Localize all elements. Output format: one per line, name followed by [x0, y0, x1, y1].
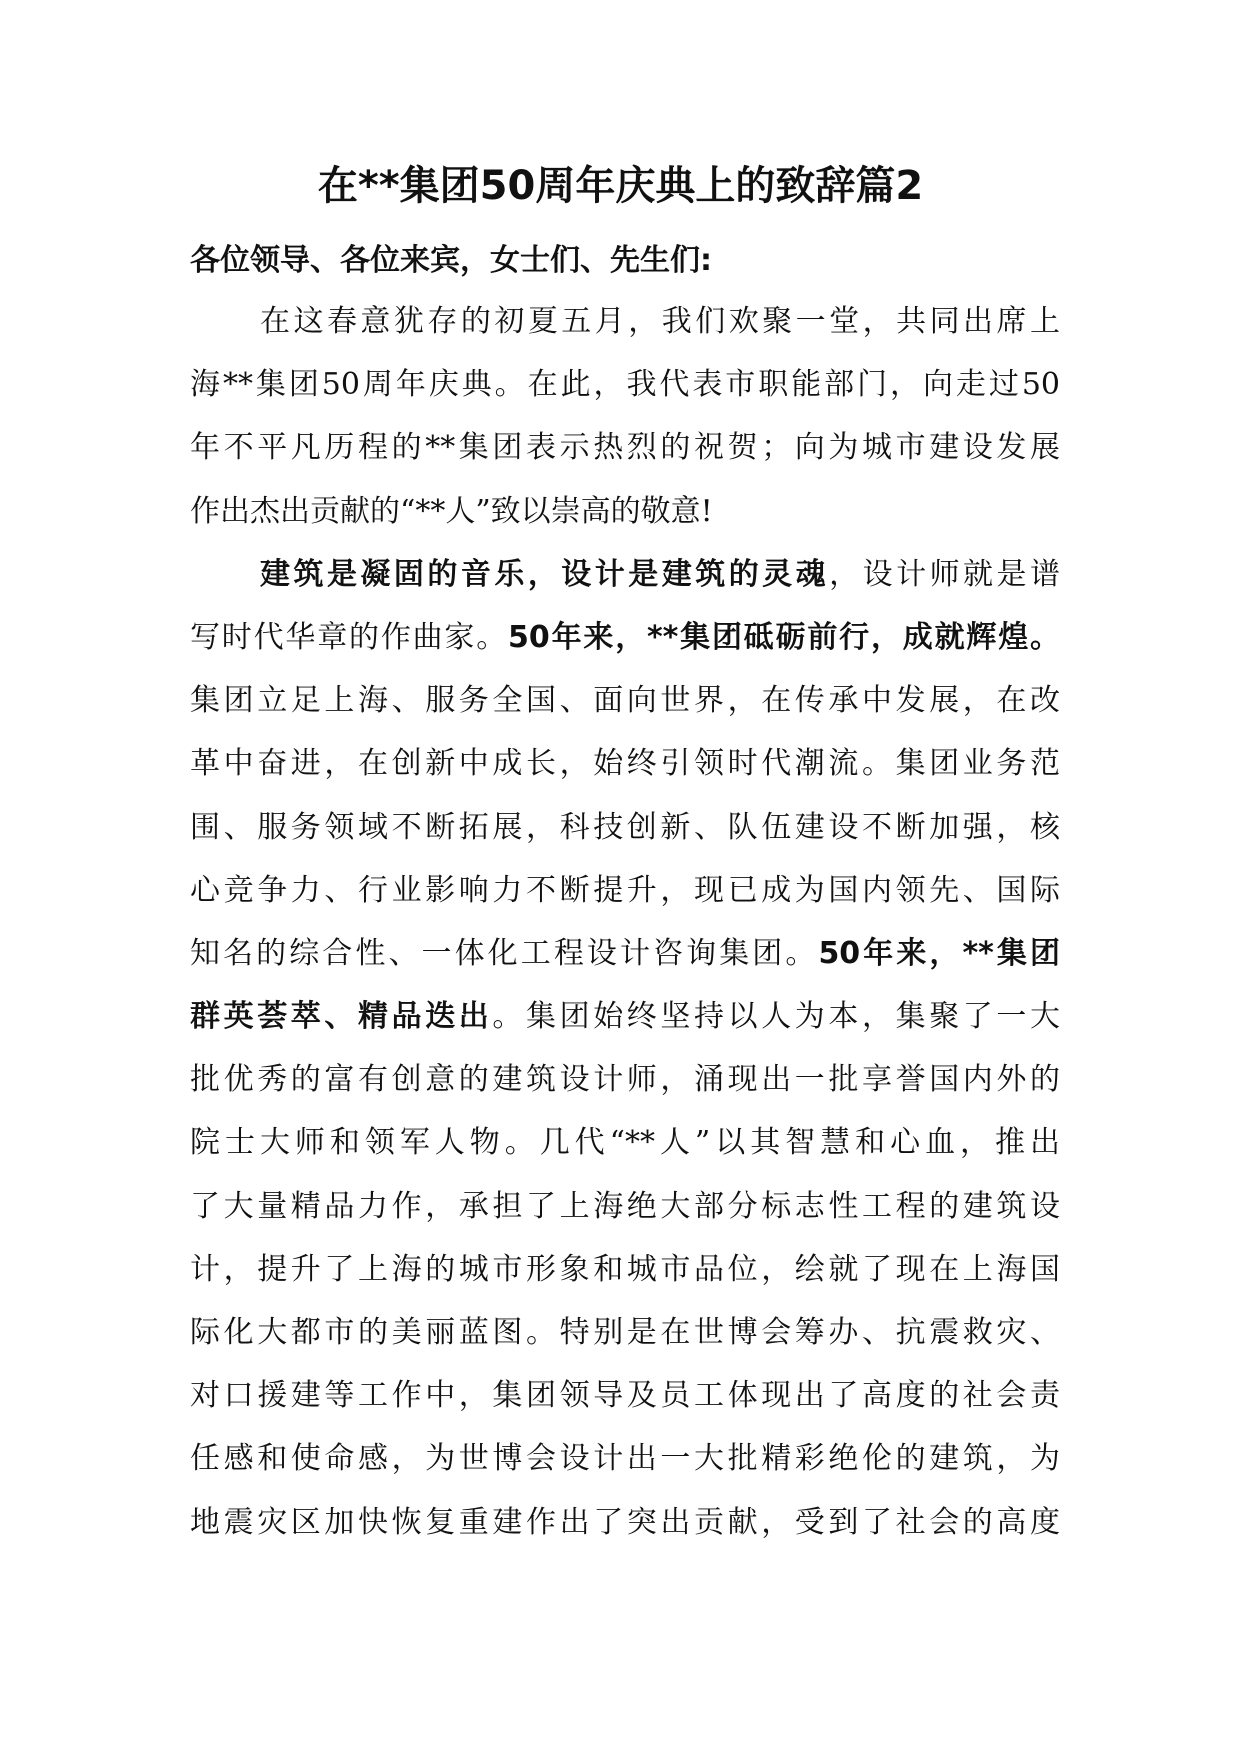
bold-text: 建筑是凝固的音乐，设计是建筑的灵魂: [260, 556, 830, 592]
text-line: 计，提升了上海的城市形象和城市品位，绘就了现在上海国: [190, 1251, 1060, 1287]
text-line: 写时代华章的作曲家。50年来，**集团砥砺前行，成就辉煌。: [190, 619, 1061, 655]
text-line: 建筑是凝固的音乐，设计是建筑的灵魂，设计师就是谱: [260, 556, 1061, 592]
text-line: 地震灾区加快恢复重建作出了突出贡献，受到了社会的高度: [190, 1504, 1060, 1540]
text-line: 批优秀的富有创意的建筑设计师，涌现出一批享誉国内外的: [190, 1062, 1060, 1098]
salutation: 各位领导、各位来宾，女士们、先生们:: [190, 243, 712, 278]
text-line: 年不平凡历程的**集团表示热烈的祝贺；向为城市建设发展: [190, 430, 1060, 466]
text-line: 在这春意犹存的初夏五月，我们欢聚一堂，共同出席上: [260, 304, 1060, 339]
text-line: 群英荟萃、精品迭出。集团始终坚持以人为本，集聚了一大: [190, 999, 1061, 1035]
bold-text: 群英荟萃、精品迭出: [190, 999, 493, 1035]
text-line: 际化大都市的美丽蓝图。特别是在世博会筹办、抗震救灾、: [190, 1315, 1060, 1350]
bold-text: 50年来，**集团: [818, 935, 1061, 971]
text-line: 围、服务领域不断拓展，科技创新、队伍建设不断加强，核: [190, 809, 1060, 845]
text-line: 作出杰出贡献的“**人”致以崇高的敬意!: [190, 493, 713, 529]
bold-text: 50年来，**集团砥砺前行，成就辉煌。: [508, 619, 1061, 655]
text-line: 了大量精品力作，承担了上海绝大部分标志性工程的建筑设: [190, 1188, 1060, 1224]
text-line: 知名的综合性、一体化工程设计咨询集团。50年来，**集团: [190, 935, 1061, 971]
text-line: 对口援建等工作中，集团领导及员工体现出了高度的社会责: [190, 1378, 1060, 1414]
document-title: 在**集团50周年庆典上的致辞篇2: [317, 163, 924, 209]
text-line: 海**集团50周年庆典。在此，我代表市职能部门，向走过50: [190, 367, 1060, 403]
document-body: [190, 290, 1060, 1554]
text-line: 集团立足上海、服务全国、面向世界，在传承中发展，在改: [190, 683, 1060, 719]
text-line: 院士大师和领军人物。几代“**人”以其智慧和心血，推出: [190, 1125, 1060, 1161]
text-line: 任感和使命感，为世博会设计出一大批精彩绝伦的建筑，为: [190, 1441, 1060, 1477]
text-line: 心竞争力、行业影响力不断提升，现已成为国内领先、国际: [190, 872, 1060, 908]
text-line: 革中奋进，在创新中成长，始终引领时代潮流。集团业务范: [190, 746, 1060, 782]
